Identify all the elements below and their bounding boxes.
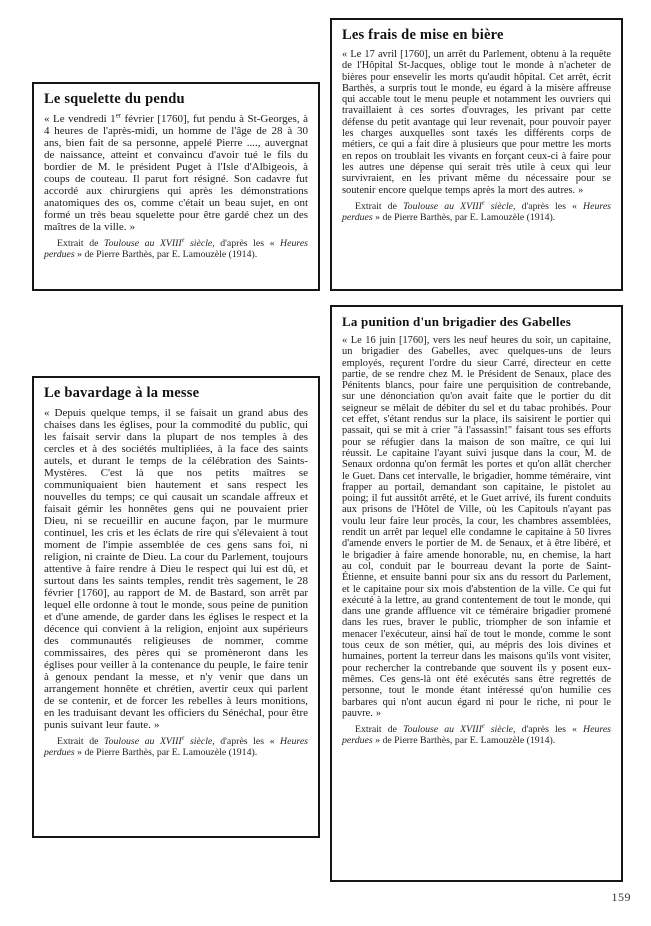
citation-work-rest: siècle (484, 724, 514, 736)
article-title: Les frais de mise en bière (342, 27, 504, 43)
article-box-punition-brigadier-gabelles (330, 305, 623, 882)
article-body: « Depuis quelque temps, il se faisait un grand abus des chaises dans les églises, pour la commodité du public, qui les faisait servir dans la plupart de nos temples à des cercles et à des sociétés multipliées, à la face des saints autels, et durant le temps de la célébration des Saints-Mystères. C'est là que nos petits maîtres se communiquaient bien hautement et sans respect les nouvelles du temps; ce qui causait un scandale affreux et faisait gémir les honnêtes gens qui ne pouvaient prier Dieu, ni se recueillir en aucune façon, par le murmure continuel, les cris et les éclats de rire qui s'élevaient à tout moment de l'impie assemblée de ces gens sans foi, ni religion, ni crainte de Dieu. La cour du Parlement, toujours attentive à faire rendre à Dieu le respect qui lui est dû, et surtout dans les saints temples, rendit très sagement, le 28 février [1760], au rapport de M. de Bastard, son arrêt par lequel elle ordonne à tout le monde, sous peine de punition et d'une amende, de garder dans les églises le respect et la décence qui convient à la religion, enjoint aux supérieurs des communautés religieuses de nommer, comme commissaires, des pères qui se promèneront dans les églises pour veiller à la contenance du peuple, le faire tenir à genoux pendant la messe, et n'y venir que dans un arrangement honnête et chrétien, avertir ceux qui parlent de se contenir, et de forcer les rebelles à leurs monitions, en les traduisant devant les officiers du Sénéchal, pour être punis suivant leur faute. » (44, 407, 308, 731)
citation-century-superscript: e (181, 237, 185, 244)
citation-suffix: » de Pierre Barthès, par E. Lamouzèle (1914). (74, 249, 258, 260)
article-title: Le bavardage à la messe (44, 385, 200, 401)
article-box-bavardage-a-la-messe (32, 376, 320, 838)
citation-work-text: Toulouse au XVIII (403, 724, 482, 736)
citation-middle: , d'après les « (212, 736, 281, 747)
citation-work-text: Toulouse au XVIII (403, 200, 482, 212)
citation-middle: , d'après les « (513, 724, 584, 736)
article-box-squelette-du-pendu (32, 82, 320, 291)
article-body: « Le 17 avril [1760], un arrêt du Parlement, obtenu à la requête de l'Hôpital St-Jacques, oblige tout le monde à n'acheter de bières pour ensevelir les morts qu'audit hôpital. Cet arrêt, écrit Barthès, a surpris tout le monde, eu égard à la misère affreuse qui accable tout le menu peuple et notamment les ouvriers qui travaillaient à ces sortes d'ouvrages, les privant par cette défense du petit avantage qui leur revenait, pour pouvoir payer les charges auxquelles sont taxés les différents corps de métiers, ce qui a fait dire à plusieurs que pour mettre les morts en repos on troublait les vivants en forçant ceux-ci à faire pour les autres une dépense qui serait très utile à ceux qui leur survivraient, en les privant même du nécessaire pour se soutenir encore quelque temps après la mort des autres. » (342, 49, 611, 196)
page-number: 159 (611, 890, 631, 904)
citation-work-title (403, 201, 513, 212)
article-title: La punition d'un brigadier des Gabelles (342, 314, 571, 329)
ordinal-superscript: er (115, 112, 121, 120)
citation-work-rest: siècle (484, 200, 514, 212)
citation-middle: , d'après les « (212, 238, 281, 249)
citation-work-rest: siècle (184, 736, 213, 747)
citation-work-title (104, 238, 212, 249)
article-body: « Le 16 juin [1760], vers les neuf heures du soir, un capitaine, un brigadier des Gabelles, avec quelques-uns de leurs employés, reçurent l'ordre du sieur Carré, directeur en cette partie, de se rendre chez M. le Président de Senaux, place des Pénitents blancs, pour faire une perquisition de contrebande, sur une dénonciation qu'on avait faite que le portier du dit seigneur se mêlait de débiter du sel et du tabac prohibés. Pour cet effet, s'étant rendus sur la place, ils saisirent le portier qui passait, qui se mit à crier "à l'assassin!" faisant tous ses efforts pour se réfugier dans la maison de son maître, ce qui lui réussit. Le capitaine l'ayant suivi jusque dans la cour, M. de Senaux ordonna qu'on fermât les portes et qu'on allât chercher le Guet. Dans cet intervalle, le brigadier, homme téméraire, vint frapper au portail, demandant son capitaine, le pistolet au poing; il fut aussitôt arrêté, et le Guet arrivé, ils furent conduits aux prisons de l'Hôtel de Ville, où les Capitouls n'ayant pas voulu leur faire leur procès, la cour, les chambres assemblées, rendit un arrêt par lequel elle condamne le capitaine à 50 livres d'amende envers le portier de M. de Senaux, et à être libéré, et le brigadier à faire amende honorable, nu, en chemise, la hart au col, conduit par le bourreau devant la porte de Saint-Étienne, et ensuite banni pour six ans du ressort du Parlement, et le capitaine pour six mois d'abstention de la ville. Ce qui fut exécuté à la lettre, au grand contentement de tout le monde, qui dans une grande affluence vit ce téméraire brigadier promené dans les rues, braver le public, triompher de son infamie et menacer l'exécuteur, ainsi haï de tout le monde, comme le sont tous ceux de son métier, qui, au mépris des lois divines et humaines, portent la terreur dans les maisons qu'ils vont visiter, pour rechercher la contrebande que souvent ils y posent eux-mêmes. Ces gens-là ont été exécutés sans être regrettés de personne, tout le monde étant intéressé qu'on humilie ces barbares qui n'ont aucun égard ni pour le riche, ni pour le pauvre. » (342, 335, 611, 719)
article-title: Le squelette du pendu (44, 91, 185, 107)
citation-prefix: Extrait de (355, 724, 404, 736)
citation-source-title: Heures perdues (342, 200, 611, 223)
citation-century-superscript: e (481, 723, 485, 730)
citation-prefix: Extrait de (57, 238, 105, 249)
citation-work-title (104, 736, 212, 747)
citation-century-superscript: e (181, 735, 185, 742)
article-box-frais-de-mise-en-biere (330, 18, 623, 291)
citation-prefix: Extrait de (355, 200, 404, 212)
article-body (44, 113, 308, 233)
citation-suffix: » de Pierre Barthès, par E. Lamouzèle (1914). (372, 211, 556, 223)
citation-work-title (403, 724, 513, 735)
body-text: « Le vendredi 1 (44, 113, 116, 125)
citation-source-title: Heures perdues (342, 724, 611, 747)
citation-work-rest: siècle (184, 238, 213, 249)
article-citation (342, 724, 611, 746)
citation-suffix: » de Pierre Barthès, par E. Lamouzèle (1914). (74, 747, 258, 758)
article-citation (44, 238, 308, 260)
article-citation (342, 201, 611, 223)
citation-suffix: » de Pierre Barthès, par E. Lamouzèle (1914). (372, 735, 556, 747)
citation-work-text: Toulouse au XVIII (104, 736, 182, 747)
citation-century-superscript: e (481, 200, 485, 207)
citation-prefix: Extrait de (57, 736, 105, 747)
citation-middle: , d'après les « (513, 200, 584, 212)
citation-source-title: Heures perdues (44, 736, 308, 758)
citation-source-title: Heures perdues (44, 238, 308, 260)
article-citation (44, 736, 308, 758)
citation-work-text: Toulouse au XVIII (104, 238, 182, 249)
body-text: février [1760], fut pendu à St-Georges, à 4 heures de l'après-midi, un homme de l'âge de 28 à 30 ans, bien fait de sa personne, appelé Pierre ...., auvergnat de naissance, atteint et convaincu d'avoir tué le fils du bordier de M. le président Puget à l'Isle d'Albigeois, à coups de couteau. Il parut fort résigné. Son cadavre fut accordé aux chirurgiens qui après les démonstrations anatomiques des os, comme c'était un beau sujet, en ont formé un très beau squelette pour être gardé chez un des maîtres de la ville. » (44, 113, 308, 233)
